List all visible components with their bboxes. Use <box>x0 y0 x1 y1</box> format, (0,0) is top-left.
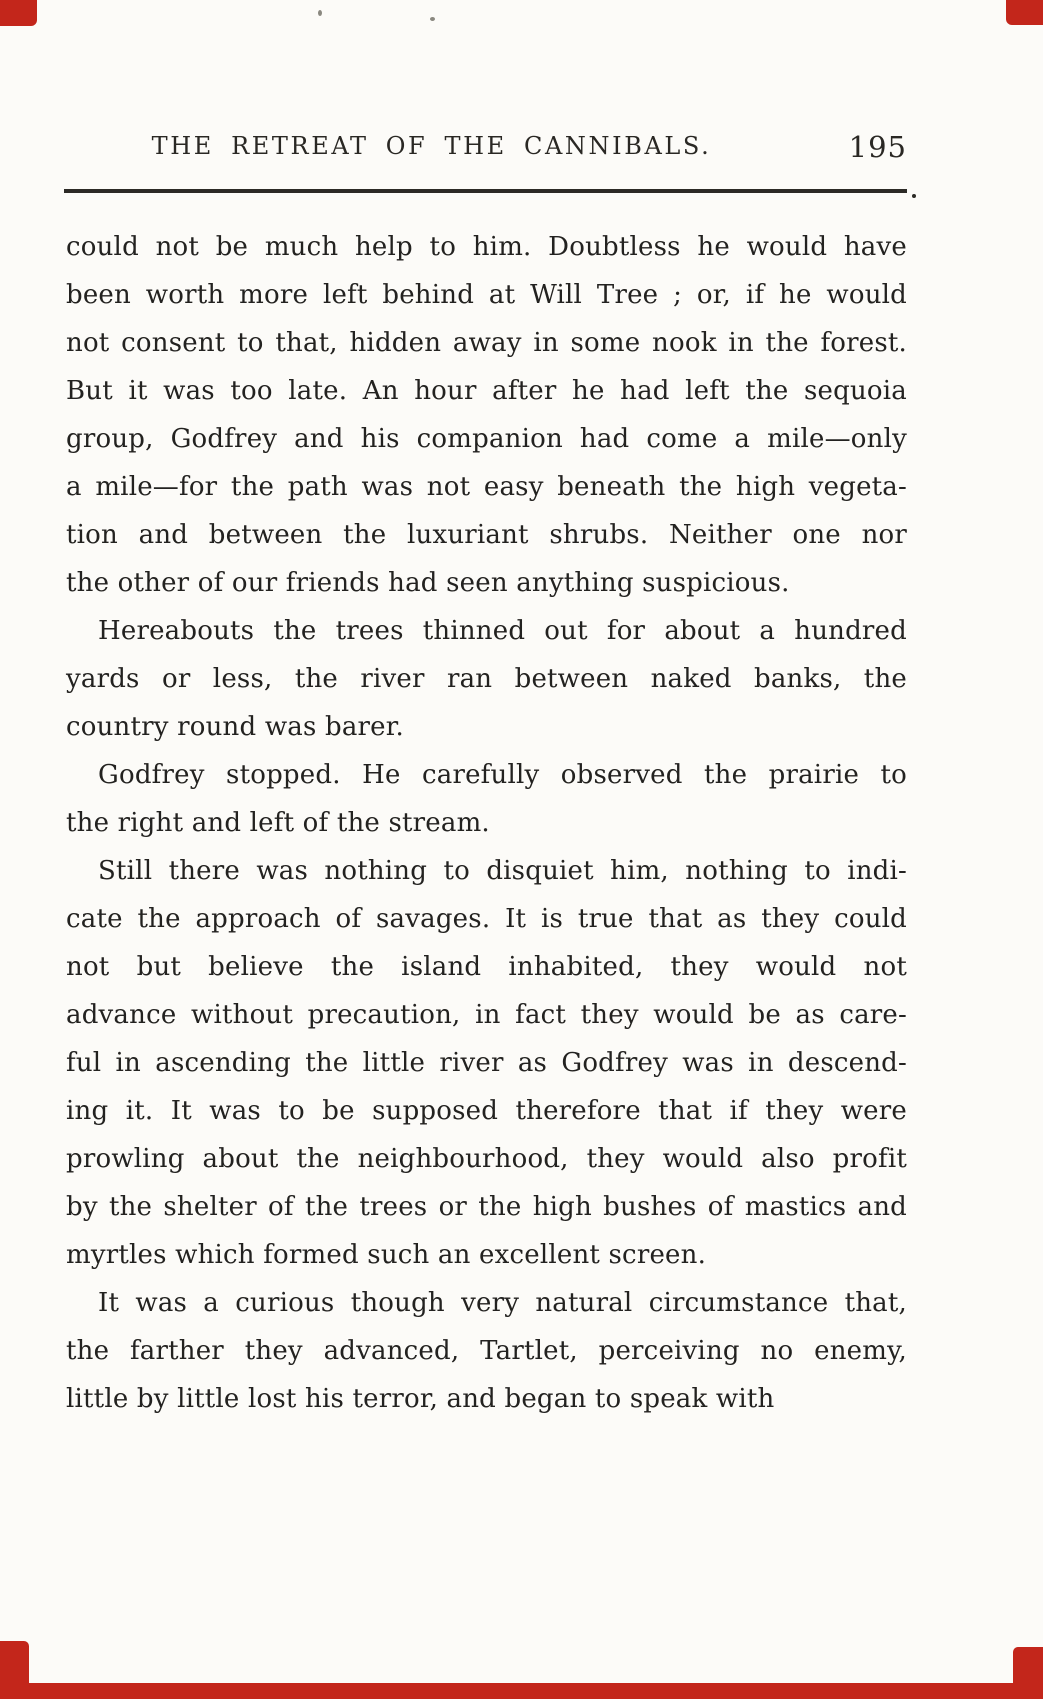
body-text <box>66 223 907 1423</box>
scan-red-edge-top-right <box>1006 0 1043 25</box>
text-line: group, Godfrey and his companion had come a mile—only <box>66 424 907 454</box>
text-line: Still there was nothing to disquiet him, nothing to indi- <box>98 856 907 886</box>
text-line: little by little lost his terror, and began to speak with <box>66 1384 775 1414</box>
text-line: ful in ascending the little river as Godfrey was in descend- <box>66 1048 907 1078</box>
paragraph <box>66 223 907 607</box>
text-line: It was a curious though very natural circumstance that, <box>98 1288 907 1318</box>
text-line: Godfrey stopped. He carefully observed the prairie to <box>98 760 907 790</box>
text-line: myrtles which formed such an excellent screen. <box>66 1240 707 1270</box>
page-number: 195 <box>848 130 907 164</box>
header-rule <box>64 189 907 193</box>
text-line: tion and between the luxuriant shrubs. Neither one nor <box>66 520 907 550</box>
text-line: Hereabouts the trees thinned out for about a hundred <box>98 616 907 646</box>
text-line: could not be much help to him. Doubtless he would have <box>66 232 907 262</box>
paragraph <box>66 1279 907 1423</box>
paragraph <box>66 847 907 1279</box>
scan-speck <box>430 17 435 21</box>
text-line: been worth more left behind at Will Tree ; or, if he would <box>66 280 907 310</box>
text-line: the farther they advanced, Tartlet, perceiving no enemy, <box>66 1336 907 1366</box>
header-rule-dot <box>912 194 916 198</box>
text-line: ing it. It was to be supposed therefore that if they were <box>66 1096 907 1126</box>
text-line: not consent to that, hidden away in some nook in the forest. <box>66 328 907 358</box>
text-line: a mile—for the path was not easy beneath the high vegeta- <box>66 472 907 502</box>
text-line: But it was too late. An hour after he had left the sequoia <box>66 376 907 406</box>
page-header <box>66 132 907 168</box>
running-title: THE RETREAT OF THE CANNIBALS. <box>151 132 712 160</box>
text-line: cate the approach of savages. It is true that as they could <box>66 904 907 934</box>
text-line: prowling about the neighbourhood, they would also profit <box>66 1144 907 1174</box>
text-line: country round was barer. <box>66 712 404 742</box>
text-line: not but believe the island inhabited, they would not <box>66 952 907 982</box>
text-line: advance without precaution, in fact they would be as care- <box>66 1000 907 1030</box>
paragraph <box>66 607 907 751</box>
text-line: the right and left of the stream. <box>66 808 490 838</box>
scan-red-edge-top-left <box>0 0 37 26</box>
text-line: the other of our friends had seen anything suspicious. <box>66 568 790 598</box>
text-line: yards or less, the river ran between naked banks, the <box>66 664 907 694</box>
paragraph <box>66 751 907 847</box>
scan-speck <box>318 10 322 16</box>
scan-red-edge-bottom-strip <box>24 1683 1019 1699</box>
text-line: by the shelter of the trees or the high bushes of mastics and <box>66 1192 907 1222</box>
